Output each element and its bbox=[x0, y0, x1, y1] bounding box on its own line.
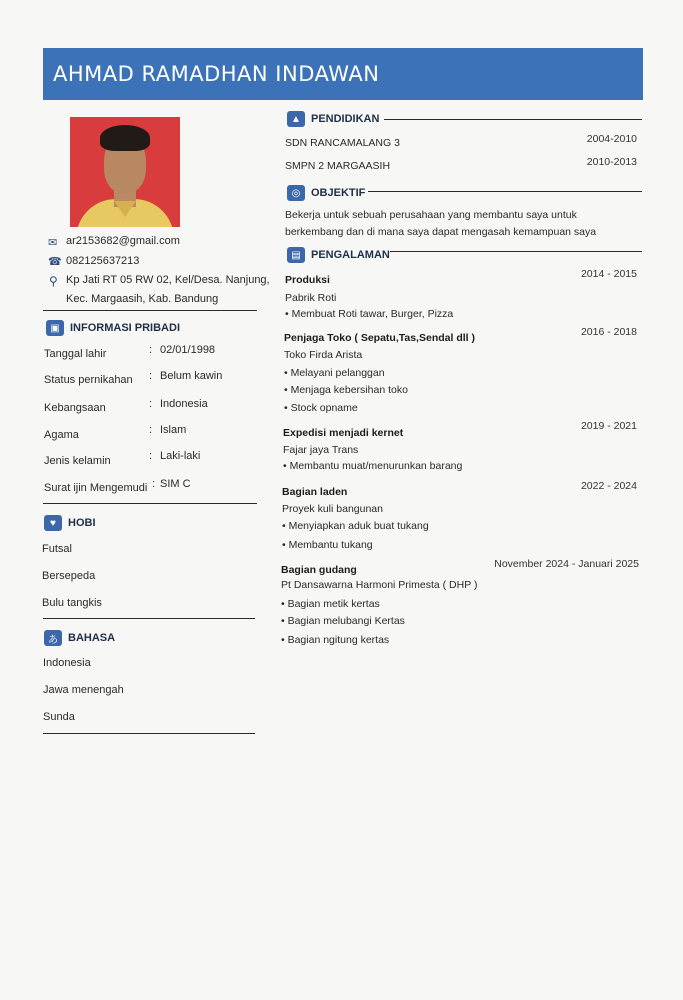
job-role: Penjaga Toko ( Sepatu,Tas,Sendal dll ) bbox=[284, 332, 475, 344]
info-label: Kebangsaan bbox=[44, 402, 106, 414]
section-title: OBJEKTIF bbox=[311, 187, 366, 199]
job-company: Proyek kuli bangunan bbox=[282, 503, 383, 515]
target-icon: ◎ bbox=[287, 185, 305, 201]
school-name: SMPN 2 MARGAASIH bbox=[285, 160, 391, 172]
info-label: Status pernikahan bbox=[44, 374, 133, 386]
divider bbox=[368, 191, 642, 192]
section-hobi bbox=[44, 515, 96, 531]
language-item: Indonesia bbox=[43, 657, 91, 669]
language-icon: あ bbox=[44, 630, 62, 646]
section-pengalaman bbox=[287, 247, 390, 263]
job-company: Pabrik Roti bbox=[285, 292, 337, 304]
job-years: 2019 - 2021 bbox=[580, 420, 637, 432]
email-icon: ✉ bbox=[48, 237, 58, 249]
section-title: PENGALAMAN bbox=[311, 249, 390, 261]
contact-address-line1: Kp Jati RT 05 RW 02, Kel/Desa. Nanjung, bbox=[66, 274, 270, 286]
id-card-icon: ▣ bbox=[46, 320, 64, 336]
objective-line: Bekerja untuk sebuah perusahaan yang membantu saya untuk bbox=[285, 209, 577, 221]
job-task: • Bagian metik kertas bbox=[281, 598, 380, 610]
job-task: • Stock opname bbox=[284, 402, 358, 414]
job-task: • Membuat Roti tawar, Burger, Pizza bbox=[285, 308, 454, 320]
hobby-item: Bersepeda bbox=[42, 570, 96, 582]
job-years: 2016 - 2018 bbox=[580, 326, 637, 338]
job-task: • Bagian ngitung kertas bbox=[281, 634, 390, 646]
info-value: 02/01/1998 bbox=[160, 344, 216, 356]
info-value: SIM C bbox=[160, 478, 191, 490]
candidate-name: AHMAD RAMADHAN INDAWAN bbox=[53, 62, 380, 86]
job-years: November 2024 - Januari 2025 bbox=[494, 558, 639, 570]
info-label: Agama bbox=[44, 429, 79, 441]
school-name: SDN RANCAMALANG 3 bbox=[285, 137, 400, 149]
section-objektif bbox=[287, 185, 365, 201]
heart-icon: ♥ bbox=[44, 515, 62, 531]
contact-phone: 082125637213 bbox=[66, 255, 140, 267]
divider bbox=[43, 733, 255, 734]
job-task: • Bagian melubangi Kertas bbox=[281, 615, 405, 627]
job-role: Bagian laden bbox=[282, 486, 348, 498]
job-company: Fajar jaya Trans bbox=[283, 444, 359, 456]
contact-address-line2: Kec. Margaasih, Kab. Bandung bbox=[66, 293, 219, 305]
phone-icon: ☎ bbox=[48, 256, 62, 268]
briefcase-icon: ▤ bbox=[287, 247, 305, 263]
job-task: • Menjaga kebersihan toko bbox=[284, 384, 408, 396]
profile-photo bbox=[70, 117, 180, 227]
info-value: Indonesia bbox=[160, 398, 208, 410]
job-role: Bagian gudang bbox=[281, 564, 357, 576]
info-value: Laki-laki bbox=[160, 450, 201, 462]
job-years: 2022 - 2024 bbox=[580, 480, 637, 492]
job-task: • Melayani pelanggan bbox=[284, 367, 385, 379]
language-item: Sunda bbox=[43, 711, 75, 723]
section-title: BAHASA bbox=[68, 632, 116, 644]
divider bbox=[390, 251, 642, 252]
hobby-item: Futsal bbox=[42, 543, 72, 555]
objective-line: berkembang dan di mana saya dapat mengasah kemampuan saya bbox=[285, 226, 597, 238]
info-value: Islam bbox=[160, 424, 187, 436]
divider bbox=[43, 503, 257, 504]
job-task: • Menyiapkan aduk buat tukang bbox=[282, 520, 429, 532]
graduation-cap-icon: ▲ bbox=[287, 111, 305, 127]
contact-email: ar2153682@gmail.com bbox=[66, 235, 180, 247]
section-informasi-pribadi bbox=[46, 320, 180, 336]
section-pendidikan bbox=[287, 111, 379, 127]
section-title: HOBI bbox=[68, 517, 96, 529]
school-years: 2004-2010 bbox=[586, 133, 637, 145]
job-role: Expedisi menjadi kernet bbox=[283, 427, 404, 439]
job-task: • Membantu tukang bbox=[282, 539, 373, 551]
info-value: Belum kawin bbox=[160, 370, 223, 382]
hobby-item: Bulu tangkis bbox=[42, 597, 102, 609]
info-label: Jenis kelamin bbox=[44, 455, 111, 467]
language-item: Jawa menengah bbox=[43, 684, 124, 696]
job-company: Toko Firda Arista bbox=[284, 349, 363, 361]
location-pin-icon: ⚲ bbox=[49, 274, 58, 288]
name-banner bbox=[43, 48, 643, 100]
section-title: INFORMASI PRIBADI bbox=[70, 322, 180, 334]
info-label: Tanggal lahir bbox=[44, 348, 107, 360]
job-task: • Membantu muat/menurunkan barang bbox=[283, 460, 463, 472]
section-title: PENDIDIKAN bbox=[311, 113, 380, 125]
divider bbox=[384, 119, 642, 120]
section-bahasa bbox=[44, 630, 115, 646]
school-years: 2010-2013 bbox=[586, 156, 637, 168]
job-years: 2014 - 2015 bbox=[580, 268, 637, 280]
divider bbox=[43, 310, 257, 311]
job-role: Produksi bbox=[285, 274, 330, 286]
job-company: Pt Dansawarna Harmoni Primesta ( DHP ) bbox=[281, 579, 478, 591]
info-label: Surat ijin Mengemudi bbox=[44, 482, 148, 494]
divider bbox=[43, 618, 255, 619]
